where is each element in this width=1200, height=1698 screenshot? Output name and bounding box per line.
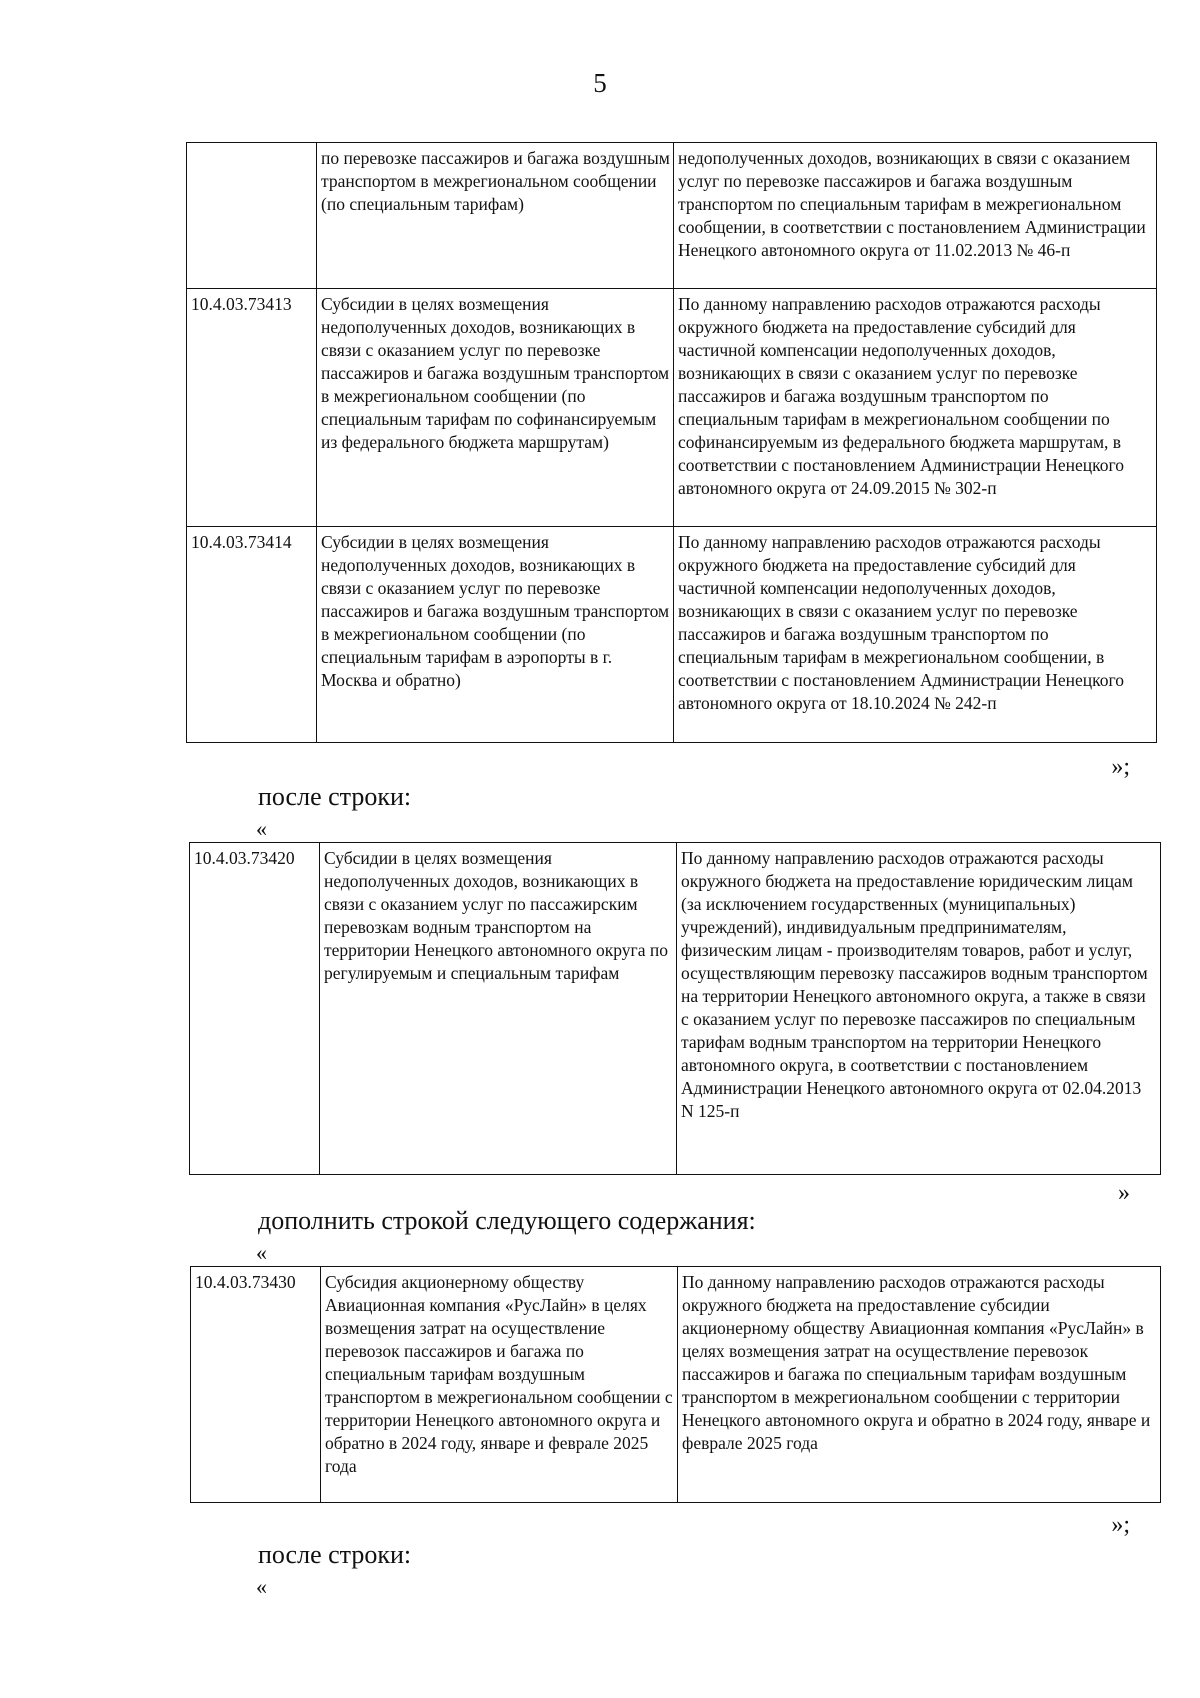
row-name: Субсидии в целях возмещения недополученных доходов, возникающих в связи с оказанием услуг по перевозке пассажиров и багажа воздушным транспортом в межрегиональном сообщении (по специальным тарифам в аэропорты в г. Москва и обратно) xyxy=(317,527,674,743)
table-row xyxy=(190,843,1161,1175)
section-label: после строки: xyxy=(258,782,412,811)
row-name: Субсидия акционерному обществу Авиационная компания «РусЛайн» в целях возмещения затрат на осуществление перевозок пассажиров и багажа по специальным тарифам воздушным транспортом в межрегиональном сообщении с территории Ненецкого автономного округа и обратно в 2024 году, январе и феврале 2025 года xyxy=(321,1267,678,1503)
row-code: 10.4.03.73414 xyxy=(187,527,317,743)
row-code xyxy=(187,143,317,289)
opening-quote: « xyxy=(256,1574,267,1599)
row-description: По данному направлению расходов отражаются расходы окружного бюджета на предоставление субсидии акционерному обществу Авиационная компания «РусЛайн» в целях возмещения затрат на осуществление перевозок пассажиров и багажа по специальным тарифам воздушным транспортом в межрегиональном сообщении с территории Ненецкого автономного округа и обратно в 2024 году, январе и феврале 2025 года xyxy=(678,1267,1161,1503)
row-description: По данному направлению расходов отражаются расходы окружного бюджета на предоставление субсидий для частичной компенсации недополученных доходов, возникающих в связи с оказанием услуг по перевозке пассажиров и багажа воздушным транспортом по специальным тарифам в межрегиональном сообщении, в соответствии с постановлением Администрации Ненецкого автономного округа от 18.10.2024 № 242-п xyxy=(674,527,1157,743)
row-name: Субсидии в целях возмещения недополученных доходов, возникающих в связи с оказанием услуг по пассажирским перевозкам водным транспортом на территории Ненецкого автономного округа по регулируемым и специальным тарифам xyxy=(320,843,677,1175)
page-number: 5 xyxy=(593,68,607,98)
table-row xyxy=(187,527,1157,743)
row-name: Субсидии в целях возмещения недополученных доходов, возникающих в связи с оказанием услуг по перевозке пассажиров и багажа воздушным транспортом в межрегиональном сообщении (по специальным тарифам по софинансируемым из федерального бюджета маршрутам) xyxy=(317,289,674,527)
row-code: 10.4.03.73413 xyxy=(187,289,317,527)
closing-quote: »; xyxy=(1111,754,1130,780)
table-row xyxy=(187,289,1157,527)
table-row xyxy=(191,1267,1161,1503)
opening-quote: « xyxy=(256,816,267,841)
row-code: 10.4.03.73430 xyxy=(191,1267,321,1503)
section-label: после строки: xyxy=(258,1540,412,1569)
budget-table-1 xyxy=(186,142,1157,743)
section-label: дополнить строкой следующего содержания: xyxy=(258,1206,756,1235)
closing-quote: »; xyxy=(1111,1512,1130,1538)
opening-quote: « xyxy=(256,1240,267,1265)
row-name: по перевозке пассажиров и багажа воздушным транспортом в межрегиональном сообщении (по специальным тарифам) xyxy=(317,143,674,289)
table-row xyxy=(187,143,1157,289)
budget-table-3 xyxy=(190,1266,1161,1503)
row-description: недополученных доходов, возникающих в связи с оказанием услуг по перевозке пассажиров и багажа воздушным транспортом по специальным тарифам в межрегиональном сообщении, в соответствии с постановлением Администрации Ненецкого автономного округа от 11.02.2013 № 46-п xyxy=(674,143,1157,289)
row-description: По данному направлению расходов отражаются расходы окружного бюджета на предоставление субсидий для частичной компенсации недополученных доходов, возникающих в связи с оказанием услуг по перевозке пассажиров и багажа воздушным транспортом по специальным тарифам в межрегиональном сообщении по софинансируемым из федерального бюджета маршрутам, в соответствии с постановлением Администрации Ненецкого автономного округа от 24.09.2015 № 302-п xyxy=(674,289,1157,527)
closing-quote: » xyxy=(1118,1180,1130,1206)
budget-table-2 xyxy=(189,842,1161,1175)
row-code: 10.4.03.73420 xyxy=(190,843,320,1175)
row-description: По данному направлению расходов отражаются расходы окружного бюджета на предоставление юридическим лицам (за исключением государственных (муниципальных) учреждений), индивидуальным предпринимателям, физическим лицам - производителям товаров, работ и услуг, осуществляющим перевозку пассажиров водным транспортом на территории Ненецкого автономного округа, а также в связи с оказанием услуг по перевозке пассажиров по специальным тарифам водным транспортом на территории Ненецкого автономного округа, в соответствии с постановлением Администрации Ненецкого автономного округа от 02.04.2013 N 125-п xyxy=(677,843,1161,1175)
